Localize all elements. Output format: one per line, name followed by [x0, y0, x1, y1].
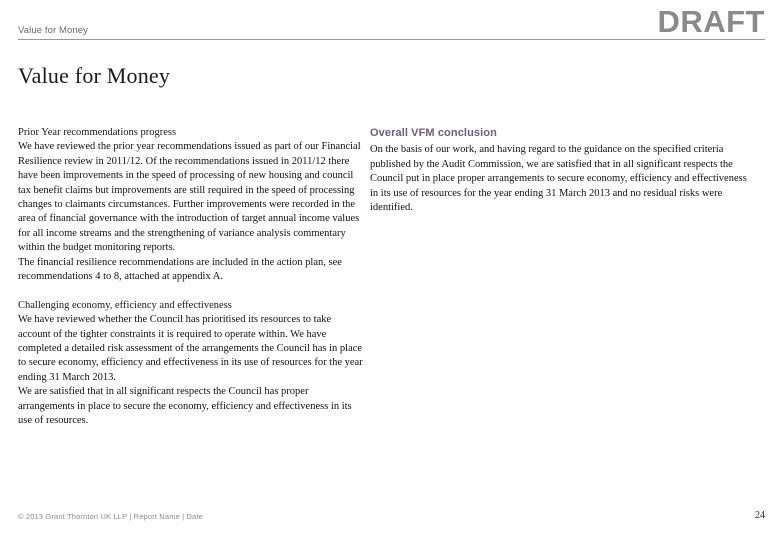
left-paragraph-prior-year-progress: We have reviewed the prior year recommendations issued as part of our Financial Resilience review in 2011/12. Of the recommendations issued in 2011/12 there have been improvements in the speed of processing of new housing and council tax benefit claims but improvements are still required in the speed of processing changes to claimants circumstances. Further improvements were recorded in the area of financial governance with the introduction of target annual income values for all income streams and the strengthening of variance analysis commentary within the budget monitoring reports.	[18, 141, 361, 254]
left-paragraph-action-plan: The financial resilience recommendations are included in the action plan, see recommendations 4 to 8, attached at appendix A.	[18, 256, 342, 283]
right-text-column	[370, 126, 748, 215]
right-section-heading-overall-vfm-conclusion: Overall VFM conclusion	[370, 127, 497, 139]
header-divider-rule	[18, 39, 765, 40]
left-text-column	[18, 126, 363, 429]
footer-copyright-text: © 2013 Grant Thornton UK LLP | Report Name | Date	[18, 512, 203, 521]
left-section-heading-prior-year: Prior Year recommendations progress	[18, 127, 177, 138]
right-paragraph-vfm-conclusion: On the basis of our work, and having regard to the guidance on the specified criteria published by the Audit Commission, we are satisfied that in all significant respects the Council put in place proper arrangements to secure economy, efficiency and effectiveness in its use of resources for the year ending 31 March 2013 and no residual risks were identified.	[370, 144, 747, 214]
page-title: Value for Money	[18, 62, 171, 88]
left-paragraph-risk-assessment: We have reviewed whether the Council has prioritised its resources to take account of the tighter constraints it is required to operate within. We have completed a detailed risk assessment of the arrangements the Council has in place to secure economy, efficiency and effectiveness in its use of resources for the year ending 31 March 2013.	[18, 314, 363, 383]
left-paragraph-satisfied-statement: We are satisfied that in all significant respects the Council has proper arrangements in place to secure the economy, efficiency and effectiveness in its use of resources.	[18, 386, 352, 427]
slide-body	[0, 126, 780, 496]
slide-header	[0, 0, 780, 44]
draft-watermark: DRAFT	[657, 4, 765, 39]
header-eyebrow-title: Value for Money	[18, 25, 88, 36]
left-section-heading-challenging-economy: Challenging economy, efficiency and effectiveness	[18, 299, 232, 311]
page-number: 24	[755, 510, 765, 521]
slide-footer	[0, 500, 780, 540]
